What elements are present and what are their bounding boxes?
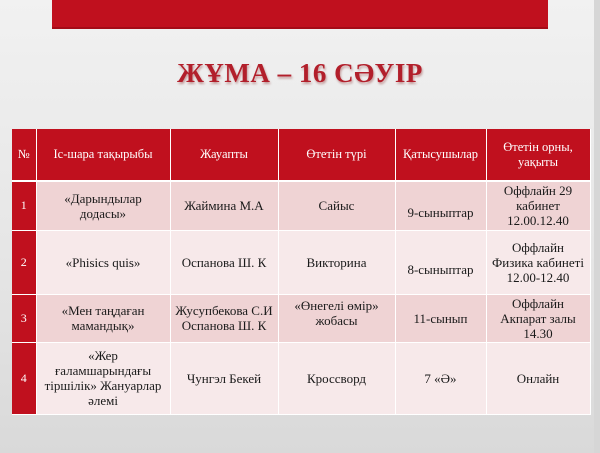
slide-title: ЖҰМА – 16 СӘУІР xyxy=(177,58,423,88)
schedule-table xyxy=(12,129,591,415)
header-topic: Іс-шара тақырыбы xyxy=(36,129,170,181)
cell-place: Оффлайн 29 кабинет 12.00.12.40 xyxy=(486,181,590,230)
cell-responsible: Чунгэл Бекей xyxy=(170,342,278,414)
row-number: 2 xyxy=(12,230,36,294)
cell-participants: 9-сыныптар xyxy=(395,181,486,230)
cell-place: Онлайн xyxy=(486,342,590,414)
cell-type: Сайыс xyxy=(278,181,395,230)
row-number: 4 xyxy=(12,342,36,414)
cell-topic: «Phisics quis» xyxy=(36,230,170,294)
cell-responsible: Жусупбекова С.И Оспанова Ш. К xyxy=(170,294,278,342)
table-header-row xyxy=(12,129,590,181)
table-row xyxy=(12,230,590,294)
table-row xyxy=(12,181,590,230)
row-number: 3 xyxy=(12,294,36,342)
header-place: Өтетін орны, уақыты xyxy=(486,129,590,181)
cell-responsible: Оспанова Ш. К xyxy=(170,230,278,294)
cell-responsible: Жаймина М.А xyxy=(170,181,278,230)
row-number: 1 xyxy=(12,181,36,230)
table-row xyxy=(12,294,590,342)
cell-type: Кроссворд xyxy=(278,342,395,414)
header-participants: Қатысушылар xyxy=(395,129,486,181)
cell-topic: «Дарындылар додасы» xyxy=(36,181,170,230)
cell-topic: «Мен таңдаған мамандық» xyxy=(36,294,170,342)
top-red-banner xyxy=(52,0,548,29)
cell-participants: 8-сыныптар xyxy=(395,230,486,294)
cell-topic: «Жер ғаламшарындағы тіршілік» Жануарлар әлемі xyxy=(36,342,170,414)
cell-participants: 11-сынып xyxy=(395,294,486,342)
cell-place: Оффлайн Физика кабинеті 12.00-12.40 xyxy=(486,230,590,294)
cell-type: «Өнегелі өмір» жобасы xyxy=(278,294,395,342)
cell-type: Викторина xyxy=(278,230,395,294)
cell-place: Оффлайн Акпарат залы 14.30 xyxy=(486,294,590,342)
table-row xyxy=(12,342,590,414)
cell-participants: 7 «Ә» xyxy=(395,342,486,414)
header-responsible: Жауапты xyxy=(170,129,278,181)
header-type: Өтетін түрі xyxy=(278,129,395,181)
header-num: № xyxy=(12,129,36,181)
